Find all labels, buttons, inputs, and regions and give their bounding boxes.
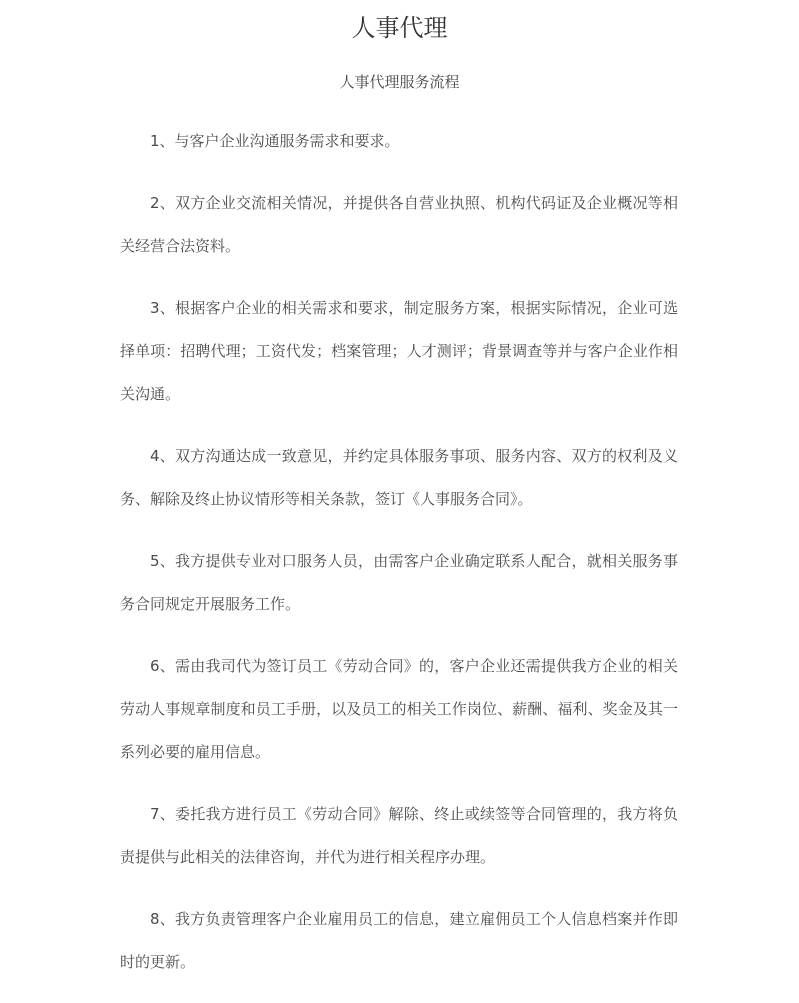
paragraph-step-2: 2、双方企业交流相关情况，并提供各自营业执照、机构代码证及企业概况等相关经营合法资料。 bbox=[120, 194, 678, 255]
page-title: 人事代理 bbox=[351, 14, 448, 42]
paragraph-step-7: 7、委托我方进行员工《劳动合同》解除、终止或续签等合同管理的，我方将负责提供与此相关的法律咨询，并代为进行相关程序办理。 bbox=[120, 805, 678, 866]
paragraph-step-6: 6、需由我司代为签订员工《劳动合同》的，客户企业还需提供我方企业的相关劳动人事规章制度和员工手册，以及员工的相关工作岗位、薪酬、福利、奖金及其一系列必要的雇用信息。 bbox=[120, 657, 678, 761]
article-body bbox=[120, 120, 678, 1003]
page-subtitle: 人事代理服务流程 bbox=[339, 73, 460, 91]
paragraph-step-4: 4、双方沟通达成一致意见，并约定具体服务事项、服务内容、双方的权利及义务、解除及终止协议情形等相关条款，签订《人事服务合同》。 bbox=[120, 447, 678, 508]
paragraph-step-1: 1、与客户企业沟通服务需求和要求。 bbox=[150, 132, 400, 150]
paragraph-step-5: 5、我方提供专业对口服务人员，由需客户企业确定联系人配合，就相关服务事务合同规定开展服务工作。 bbox=[120, 552, 678, 613]
paragraph-step-3: 3、根据客户企业的相关需求和要求，制定服务方案，根据实际情况，企业可选择单项：招聘代理；工资代发；档案管理；人才测评；背景调查等并与客户企业作相关沟通。 bbox=[120, 299, 678, 403]
paragraph-step-8: 8、我方负责管理客户企业雇用员工的信息，建立雇佣员工个人信息档案并作即时的更新。 bbox=[120, 910, 678, 971]
